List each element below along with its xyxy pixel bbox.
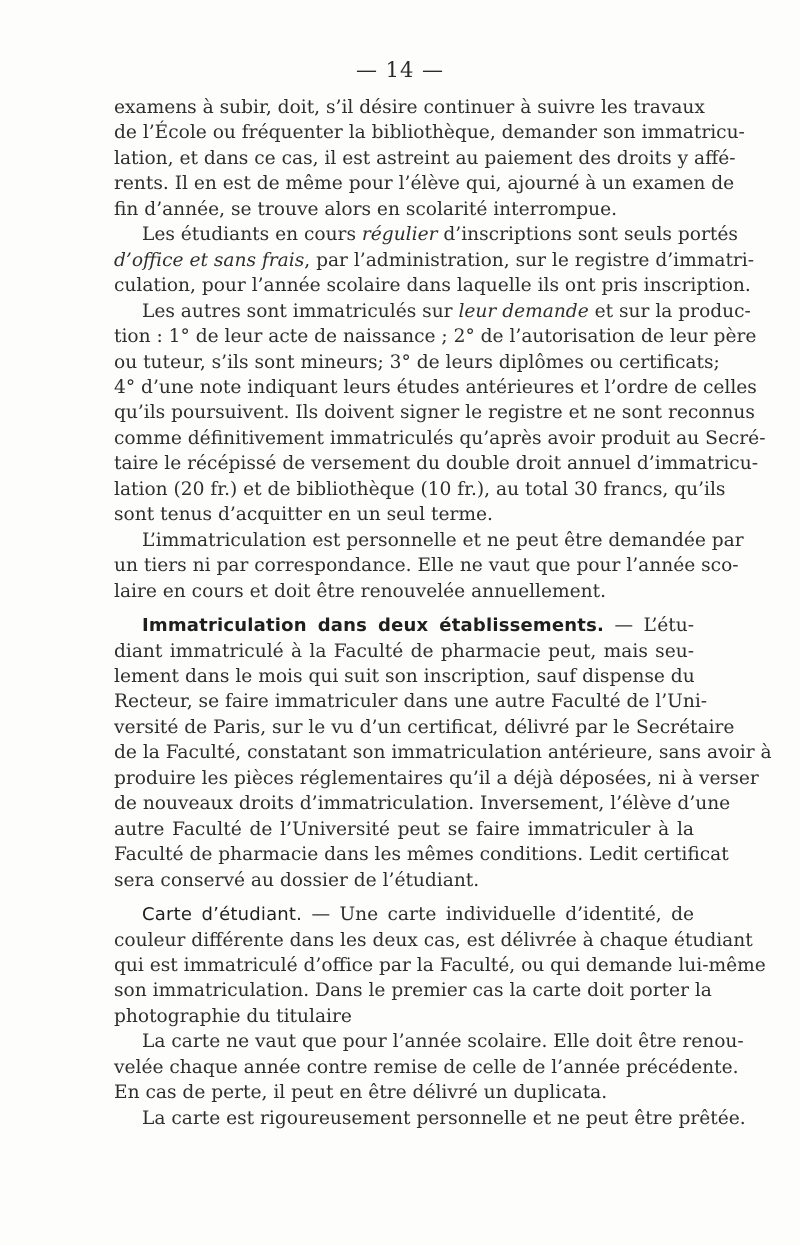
text-line: velée chaque année contre remise de celle de l’année précédente.	[114, 1056, 739, 1078]
text-line: En cas de perte, il peut en être délivré un duplicata.	[114, 1082, 608, 1104]
text-line: lation, et dans ce cas, il est astreint au paiement des droits y affé-	[114, 147, 736, 169]
text-run: et sur la produc-	[588, 300, 751, 322]
section-gap	[114, 893, 694, 902]
text-line: rents. Il en est de même pour l’élève qui, ajourné à un examen de	[114, 173, 735, 195]
text-line: autre Faculté de l’Université peut se faire immatriculer à la	[114, 818, 694, 840]
text-line: sera conservé au dossier de l’étudiant.	[114, 869, 480, 891]
text-line: versité de Paris, sur le vu d’un certificat, délivré par le Secrétaire	[114, 716, 735, 738]
emphasis-office: d’office et sans frais	[114, 249, 305, 271]
paragraph-card-personal	[114, 1106, 746, 1131]
paragraph-continuation	[114, 95, 745, 222]
text-line	[114, 222, 738, 247]
text-line	[114, 248, 755, 273]
text-line: examens à subir, doit, s’il désire continuer à suivre les travaux	[114, 97, 705, 118]
text-line	[114, 613, 694, 638]
text-line: lation (20 fr.) et de bibliothèque (10 fr.), au total 30 francs, qu’ils	[114, 478, 726, 500]
text-line: comme définitivement immatriculés qu’après avoir produit au Secré-	[114, 427, 766, 449]
paragraph-other-students	[114, 299, 766, 528]
page-number: — 14 —	[355, 58, 445, 82]
text-line: taire le récépissé de versement du double droit annuel d’immatricu-	[114, 453, 758, 475]
section-student-card	[114, 902, 766, 1029]
paragraph-personal-enrollment	[114, 528, 744, 604]
text-line: sont tenus d’acquitter en un seul terme.	[114, 504, 493, 526]
text-line: La carte est rigoureusement personnelle et ne peut être prêtée.	[142, 1107, 746, 1129]
section-heading: Carte d’étudiant.	[142, 904, 303, 926]
text-line: son immatriculation. Dans le premier cas la carte doit porter la	[114, 980, 712, 1002]
emphasis-demande: leur demande	[458, 300, 589, 322]
paragraph-card-validity	[114, 1029, 744, 1105]
text-line: culation, pour l’année scolaire dans laquelle ils ont pris inscription.	[114, 275, 751, 297]
text-line: fin d’année, se trouve alors en scolarité interrompue.	[114, 198, 618, 220]
text-line: qu’ils poursuivent. Ils doivent signer le registre et ne sont reconnus	[114, 402, 755, 424]
text-run: , par l’administration, sur le registre d’immatri-	[304, 249, 755, 271]
text-line: 4° d’une note indiquant leurs études antérieures et l’ordre de celles	[114, 376, 757, 398]
text-line: de la Faculté, constatant son immatriculation antérieure, sans avoir à	[114, 742, 772, 764]
section-heading: Immatriculation dans deux établissements.	[142, 615, 605, 637]
text-line: un tiers ni par correspondance. Elle ne vaut que pour l’année sco-	[114, 555, 739, 577]
text-line: Faculté de pharmacie dans les mêmes conditions. Ledit certificat	[114, 844, 729, 866]
text-run: Les étudiants en cours	[142, 224, 362, 246]
text-line: de l’École ou fréquenter la bibliothèque, demander son immatricu-	[114, 122, 745, 144]
text-run: d’inscriptions sont seuls portés	[437, 224, 738, 246]
text-line: diant immatriculé à la Faculté de pharmacie peut, mais seu-	[114, 640, 694, 662]
text-run: — Une carte individuelle d’identité, de	[302, 904, 695, 926]
text-line: produire les pièces réglementaires qu’il a déjà déposées, ni à verser	[114, 767, 759, 789]
text-line: Recteur, se faire immatriculer dans une autre Faculté de l’Uni-	[114, 691, 708, 713]
section-two-establishments	[114, 613, 772, 893]
text-line: lement dans le mois qui suit son inscription, sauf dispense du	[114, 665, 695, 687]
section-gap	[114, 604, 694, 613]
text-run: Les autres sont immatriculés sur	[142, 300, 459, 322]
emphasis-regulier: régulier	[361, 224, 438, 246]
text-line: photographie du titulaire	[114, 1005, 352, 1027]
text-line: couleur différente dans les deux cas, est délivrée à chaque étudiant	[114, 929, 753, 951]
text-line: tion : 1° de leur acte de naissance ; 2° de l’autorisation de leur père	[114, 326, 757, 348]
text-line: laire en cours et doit être renouvelée annuellement.	[114, 580, 606, 602]
body-text	[114, 95, 772, 1131]
text-line: ou tuteur, s’ils sont mineurs; 3° de leurs diplômes ou certificats;	[114, 351, 720, 373]
text-line: de nouveaux droits d’immatriculation. Inversement, l’élève d’une	[114, 793, 731, 815]
text-run: — L’étu-	[604, 615, 695, 637]
text-line: La carte ne vaut que pour l’année scolaire. Elle doit être renou-	[142, 1031, 744, 1053]
text-line: L’immatriculation est personnelle et ne peut être demandée par	[142, 529, 744, 551]
text-line: qui est immatriculé d’office par la Faculté, ou qui demande lui-même	[114, 954, 766, 976]
text-line	[114, 902, 694, 927]
paragraph-enrolled-students	[114, 222, 755, 298]
text-line	[114, 299, 751, 324]
